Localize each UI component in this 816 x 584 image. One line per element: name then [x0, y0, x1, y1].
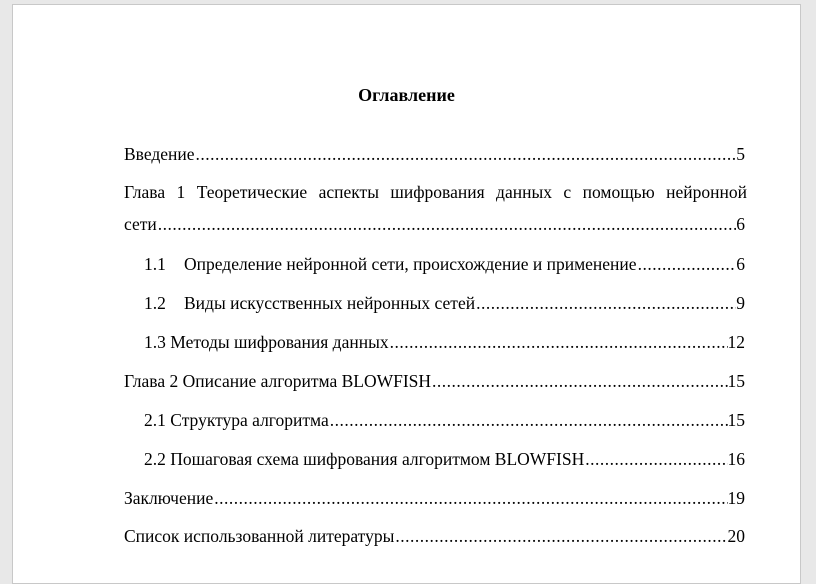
- dot-leader: [389, 331, 728, 353]
- toc-page-number: 19: [727, 488, 745, 508]
- toc-entry-1-3[interactable]: [144, 331, 745, 353]
- toc-entry-label: Введение: [124, 144, 195, 164]
- toc-page-number: 20: [727, 526, 745, 546]
- toc-entry-1-1[interactable]: [144, 253, 745, 275]
- toc-page-number: 9: [736, 293, 745, 313]
- dot-leader: [475, 292, 736, 314]
- toc-page-number: 6: [736, 254, 745, 274]
- toc-entry-label: Глава 2 Описание алгоритма BLOWFISH: [124, 371, 432, 391]
- dot-leader: [431, 370, 727, 392]
- dot-leader: [584, 448, 727, 470]
- toc-entry-ch2[interactable]: [124, 370, 745, 392]
- toc-page-number: 6: [736, 214, 745, 234]
- dot-leader: [637, 253, 737, 275]
- dot-leader: [195, 143, 737, 165]
- document-page: [12, 4, 801, 584]
- toc-page-number: 5: [736, 144, 745, 164]
- toc-page-number: 16: [727, 449, 745, 469]
- toc-entry-2-1[interactable]: [144, 409, 745, 431]
- toc-entry-conclusion[interactable]: [124, 487, 745, 509]
- toc-section-number: 1.2: [144, 293, 166, 313]
- toc-entry-label: сети: [124, 214, 157, 234]
- toc-entry-ch1-line1[interactable]: Глава 1 Теоретические аспекты шифрования данных с помощью нейронной: [124, 182, 747, 202]
- dot-leader: [329, 409, 728, 431]
- toc-entry-label: 1.3 Методы шифрования данных: [144, 332, 389, 352]
- toc-section-number: 1.1: [144, 254, 166, 274]
- toc-entry-intro[interactable]: [124, 143, 745, 165]
- toc-entry-ch1[interactable]: [124, 213, 745, 235]
- toc-page-number: 15: [727, 410, 745, 430]
- toc-entry-label: Определение нейронной сети, происхождение и применение: [184, 254, 637, 274]
- dot-leader: [394, 525, 727, 547]
- toc-title: Оглавление: [358, 85, 455, 105]
- toc-entry-label: Заключение: [124, 488, 214, 508]
- toc-page-number: 12: [727, 332, 745, 352]
- toc-page-number: 15: [727, 371, 745, 391]
- toc-entry-label: 2.2 Пошаговая схема шифрования алгоритмом BLOWFISH: [144, 449, 585, 469]
- toc-entry-label: 2.1 Структура алгоритма: [144, 410, 329, 430]
- dot-leader: [213, 487, 727, 509]
- toc-entry-references[interactable]: [124, 525, 745, 547]
- toc-entry-label: Виды искусственных нейронных сетей: [184, 293, 476, 313]
- toc-entry-1-2[interactable]: [144, 292, 745, 314]
- dot-leader: [157, 213, 736, 235]
- toc-entry-2-2[interactable]: [144, 448, 745, 470]
- toc-entry-label: Список использованной литературы: [124, 526, 395, 546]
